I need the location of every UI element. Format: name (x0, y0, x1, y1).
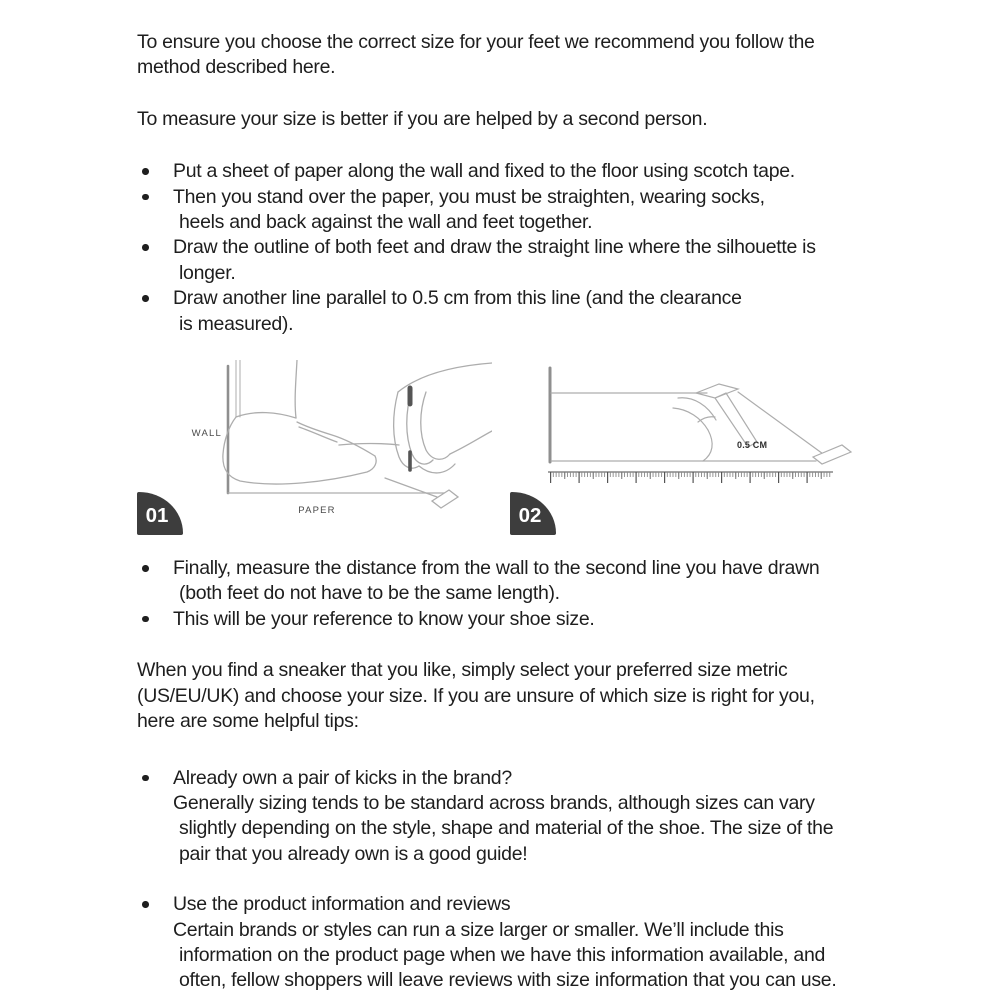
tips-list (137, 766, 1000, 994)
bullet-icon (142, 194, 149, 201)
intro-line: To ensure you choose the correct size for your feet we recommend you follow the (137, 31, 815, 53)
bullet-icon (142, 168, 149, 175)
intro-paragraph (137, 30, 1000, 81)
tip-line: Already own a pair of kicks in the brand? (173, 766, 512, 789)
tip-line: often, fellow shoppers will leave reviews with size information that you can use. (179, 969, 837, 992)
result-item (137, 607, 1000, 632)
intro-line: method described here. (137, 56, 336, 79)
step-line: is measured). (179, 312, 294, 335)
intro-line: To measure your size is better if you are helped by a second person. (137, 107, 708, 130)
result-line: This will be your reference to know your shoe size. (173, 607, 595, 630)
step-line: heels and back against the wall and feet together. (179, 211, 593, 234)
step-line: Then you stand over the paper, you must be straighten, wearing socks, (173, 185, 765, 208)
tip-line: pair that you already own is a good guide! (179, 842, 528, 865)
step-badge-01: 01 (137, 492, 183, 535)
second-person-paragraph (137, 107, 1000, 132)
tip-line: Certain brands or styles can run a size larger or smaller. We’ll include this (173, 918, 784, 941)
wall-label: WALL (191, 428, 222, 440)
step-line: longer. (179, 261, 236, 284)
figure-02 (510, 360, 860, 535)
step-item (137, 185, 1000, 236)
step-line: Draw another line parallel to 0.5 cm from this line (and the clearance (173, 287, 742, 310)
result-line: Finally, measure the distance from the wall to the second line you have drawn (173, 557, 820, 580)
sizing-line: When you find a sneaker that you like, simply select your preferred size metric (137, 659, 788, 682)
tip-line: Use the product information and reviews (173, 893, 511, 916)
bullet-icon (142, 295, 149, 302)
bullet-icon (142, 775, 149, 782)
results-list (137, 556, 1000, 632)
result-line: (both feet do not have to be the same length). (179, 582, 560, 605)
figure-01 (137, 360, 492, 535)
foot-against-wall-illustration (137, 360, 492, 535)
tip-item (137, 892, 1000, 994)
tip-line: slightly depending on the style, shape and material of the shoe. The size of the (179, 817, 834, 840)
step-line: Draw the outline of both feet and draw the straight line where the silhouette is (173, 236, 816, 259)
step-item (137, 286, 1000, 337)
measurement-steps-list (137, 159, 1000, 337)
step-item (137, 235, 1000, 286)
bullet-icon (142, 616, 149, 623)
tip-line: Generally sizing tends to be standard across brands, although sizes can vary (173, 791, 815, 814)
bullet-icon (142, 565, 149, 572)
tip-item (137, 766, 1000, 868)
step-line: Put a sheet of paper along the wall and fixed to the floor using scotch tape. (173, 160, 795, 183)
sizing-paragraph (137, 658, 1000, 734)
sizing-line: here are some helpful tips: (137, 710, 359, 733)
paper-label: PAPER (298, 505, 336, 517)
tip-line: information on the product page when we have this information available, and (179, 943, 826, 966)
step-item (137, 159, 1000, 184)
step-badge-02: 02 (510, 492, 556, 535)
clearance-label: 0.5 CM (737, 440, 768, 451)
sizing-line: (US/EU/UK) and choose your size. If you are unsure of which size is right for you, (137, 684, 815, 707)
result-item (137, 556, 1000, 607)
bullet-icon (142, 901, 149, 908)
bullet-icon (142, 244, 149, 251)
clearance-line-illustration (510, 360, 860, 535)
illustrations-row (137, 360, 1000, 535)
